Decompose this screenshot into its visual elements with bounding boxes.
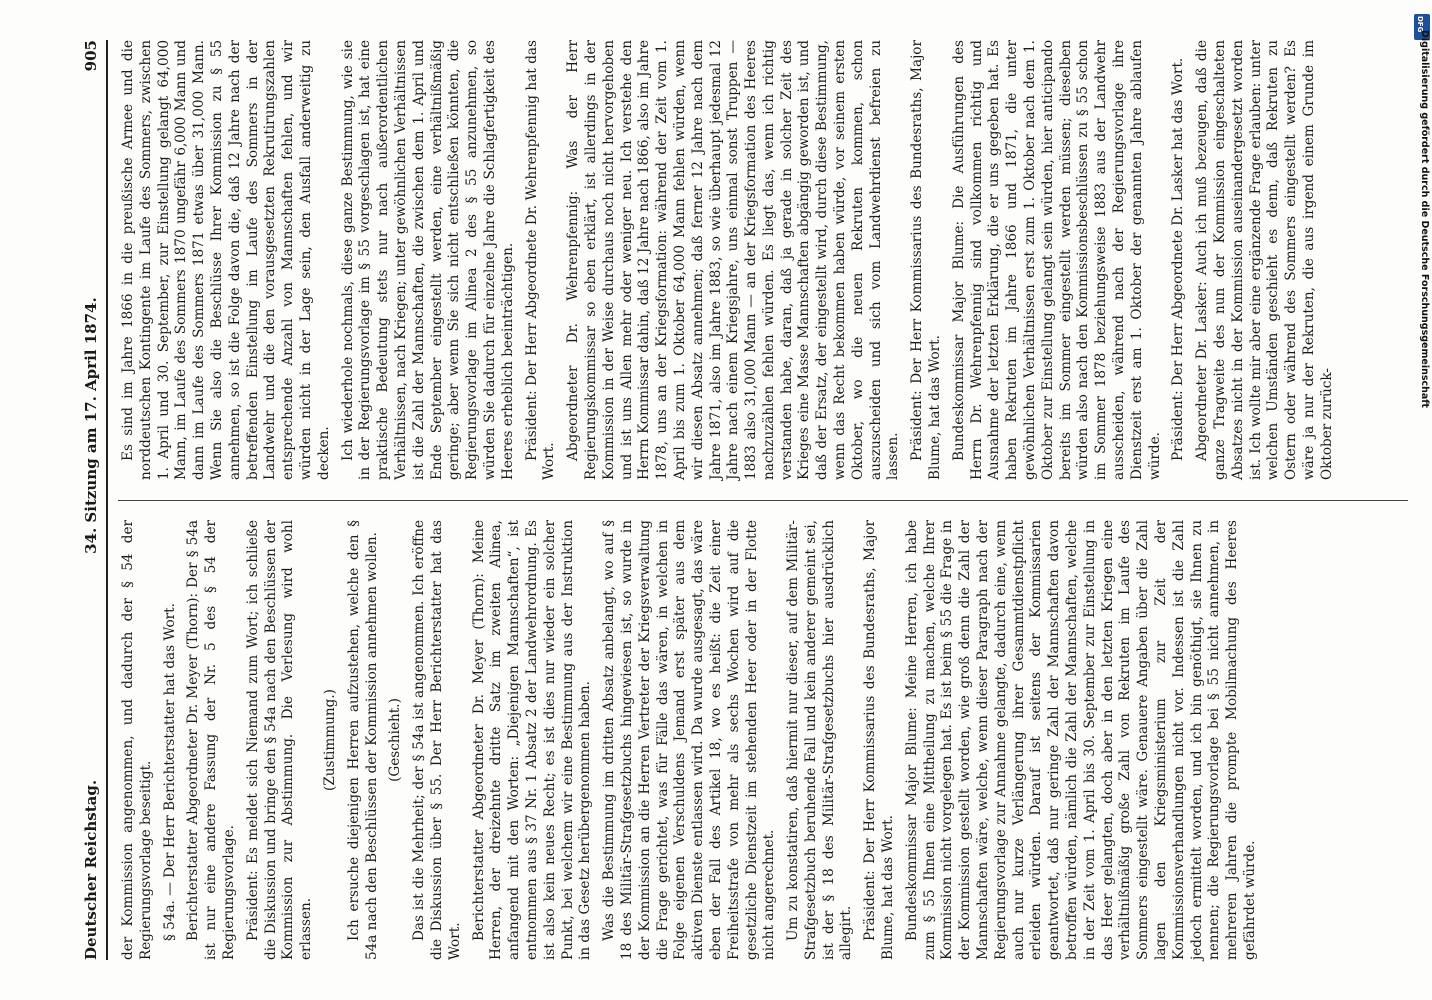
paragraph: Berichterstatter Abgeordneter Dr. Meyer (Thorn): Der § 54a ist nur eine andere Fassung der Nr. 5 des § 54 der Regierungsvorlage. (185, 520, 237, 960)
paragraph: Ich ersuche diejenigen Herren aufzustehen, welche den § 54a nach den Beschlüssen der Kommission annehmen wollen. (345, 520, 380, 960)
header-rule (106, 40, 108, 960)
dfg-logo-text: DFG (1416, 16, 1424, 33)
paragraph: Präsident: Der Herr Kommissarius des Bundesraths, Major Blume, hat das Wort. (862, 520, 897, 960)
paragraph: Abgeordneter Dr. Wehrenpfennig: Was der Herr Regierungskommissar so eben erklärt, ist allerdings in der Kommission in der Weise durchaus noch nicht hervorgehoben und ist uns Allen mehr oder weniger neu. Ich verstehe den Herrn Kommissar dahin, daß 12 Jahre nach 1866, also im Jahre 1878, uns an der Kriegsformation: während der Zeit vom 1. April bis zum 1. Oktober 64,000 Mann fehlen würden, wenn wir diesen Absatz annehmen; daß ferner 12 Jahre nach dem Jahre 1871, also im Jahre 1883, so wie überhaupt jedesmal 12 Jahre nach einem Kriegsjahre, uns einmal sonst Truppen — 1883 also 31,000 Mann — an der Kriegsformation des Heeres nachzuzählen fehlen würden. Es liegt das, wenn ich richtig verstanden habe, daran, daß ja gerade in solcher Zeit des Krieges eine Masse Mannschaften abgängig geworden ist, und daß der Ersatz, der eingestellt wird, durch diese Bestimmung, wenn das Recht bekommen haben würde, vor seinem ersten Oktober, wo die neuen Rekruten kommen, schon auszuscheiden und sich vom Landwehrdienst befreien zu lassen. (565, 40, 902, 480)
digitization-watermark (1418, 30, 1430, 970)
paragraph: Bundeskommissar Major Blume: Meine Herren, ich habe zum § 55 Ihnen eine Mittheilung zu machen, welche Ihrer Kommission nicht vorgelegen hat. Es ist beim § 55 die Frage in der Kommission gestellt worden, wie groß denn die Zahl der Mannschaften wäre, welche, wenn dieser Paragraph nach der Regierungsvorlage zur Annahme gelangte, dadurch eine, wenn auch nur kurze Verlängerung ihrer Gesammtdienstpflicht erleiden würden. Darauf ist seitens der Kommissarien geantwortet, daß nur geringe Zahl der Mannschaften davon betroffen würden, nämlich die Zahl der Mannschaften, welche in der Zeit vom 1. April bis 30. September zur Einstellung in das Heer gelangten, doch aber in den letzten Kriegen eine verhältnißmäßig große Zahl von Rekruten im Laufe des Sommers eingestellt wäre. Genauere Angaben über die Zahl lagen den Kriegsministerium zur Zeit der Kommissionsverhandlungen nicht vor. Indessen ist die Zahl jedoch ermittelt worden, und ich bin genöthigt, sie Ihnen zu nennen; die Regierungsvorlage bei § 55 nicht annehmen, in mehreren Jahren die prompte Mobilmachung des Heeres gefährdet würde. (903, 520, 1259, 960)
left-column (120, 520, 1410, 960)
paragraph: Um zu konstatiren, daß hiermit nur dieser, auf dem Militär-Strafgesetzbuch beruhende Fall und kein anderer gemeint sei, ist der § 18 des Militär-Strafgesetzbuchs hier ausdrücklich allegirt. (785, 520, 855, 960)
paragraph: Ich wiederhole nochmals, diese ganze Bestimmung, wie sie in der Regierungsvorlage im § 55 vorgeschlagen ist, hat eine praktische Bedeutung stets nur nach außerordentlichen Verhältnissen, nach Kriegen; unter gewöhnlichen Verhältnissen ist die Zahl der Mannschaften, die zwischen dem 1. April und Ende September eingestellt werden, eine verhältnißmäßig geringe; aber wenn Sie sich nicht entschließen könnten, die Regierungsvorlage im Alinea 2 des § 55 anzunehmen, so würden Sie dadurch für einzelne Jahre die Schlagfertigkeit des Heeres erheblich beeinträchtigen. (339, 40, 516, 480)
paragraph: Berichterstatter Abgeordneter Dr. Meyer (Thorn): Meine Herren, der dreizehnte dritte Satz im zweiten Alinea, anfangend mit den Worten: „Diejenigen Mannschaften“, ist entnommen aus § 37 Nr. 1 Absatz 2 der Landwehrordnung. Es ist also kein neues Recht; es ist dies nur wieder ein solcher Punkt, bei welchem wir eine Bestimmung aus der Instruktion in das Gesetz herübergenommen haben. (470, 520, 594, 960)
page-number: 905 (82, 40, 100, 72)
paragraph: Es sind im Jahre 1866 in die preußische Armee und die norddeutschen Kontingente im Laufe des Sommers, zwischen 1. April und 30. September, zur Einstellung gelangt 64,000 Mann, im Laufe des Sommers 1870 ungefähr 6,000 Mann und dann im Laufe des Sommers 1871 etwas über 31,000 Mann. Wenn Sie also die Beschlüsse Ihrer Kommission zu § 55 annehmen, so ist die Folge davon die, daß 12 Jahre nach der betreffenden Einstellung im Laufe des Sommers in der Landwehr und die den vorausgesetzten Rekrutirungszahlen entsprechende Anzahl von Mannschaften fehlen, und wir würden nicht in der Lage sein, den Ausfall anderweitig zu decken. (120, 40, 332, 480)
paragraph: § 54a. — Der Herr Berichterstatter hat das Wort. (161, 603, 178, 941)
watermark-text: Digitalisierung gefördert durch die Deutsche Forschungsgemeinschaft (1419, 30, 1430, 408)
column-divider (118, 500, 1408, 501)
paragraph: Bundeskommissar Major Blume: Die Ausführungen des Herrn Dr. Wehrenpfennig sind vollkommen richtig und Ausnahme der letzten Erklärung, die er uns gegeben hat. Es haben Rekruten im Jahre 1866 und 1871, die unter gewöhnlichen Verhältnissen erst zum 1. Oktober nach dem 1. Oktober zur Einstellung gelangt sein würden, hier anticipando bereits im Sommer eingestellt werden müssen; dieselben würden also nach den Kommissionsbeschlüssen zu § 55 schon im Sommer 1878 beziehungsweise 1883 aus der Landwehr ausscheiden, während nach der Regierungsvorlage ihre Dienstzeit erst am 1. Oktober der genannten Jahre ablaufen würde. (950, 40, 1163, 480)
session-title: 34. Sitzung am 17. April 1874. (82, 297, 100, 554)
stage-direction: (Geschieht.) (387, 698, 404, 782)
paragraph: Präsident: Der Herr Abgeordnete Dr. Lasker hat das Wort. (1170, 57, 1187, 461)
paragraph: Präsident: Der Herr Kommissarius des Bundesraths, Major Blume, hat das Wort. (909, 40, 944, 480)
journal-title: Deutscher Reichstag. (82, 779, 100, 960)
rotated-document (80, 40, 1420, 960)
stage-direction: (Zustimmung.) (321, 689, 338, 791)
paragraph: Das ist die Mehrheit; der § 54a ist angenommen. Ich eröffne die Diskussion über § 55. Der Herr Berichterstatter hat das Wort. (411, 520, 463, 960)
paragraph: Präsident: Es meldet sich Niemand zum Wort; ich schließe die Diskussion und bringe den § 54a nach den Beschlüssen der Kommission zur Abstimmung. Die Verlesung wird wohl erlassen. (244, 520, 315, 960)
paragraph: Präsident: Der Herr Abgeordnete Dr. Wehrenpfennig hat das Wort. (523, 40, 558, 480)
paragraph: Abgeordneter Dr. Lasker: Auch ich muß bezeugen, daß die ganze Tragweite des nun der Kommission eingeschalteten Absatzes nicht in der Kommission auseinandergesetzt worden ist. Ich wollte mir aber eine ergänzende Frage erlauben: unter welchen Umständen geschieht es denn, daß Rekruten zu Ostern oder während des Sommers eingestellt werden? Es wäre ja nur der Rekruten, die aus irgend einem Grunde im Oktober zurück- (1194, 40, 1335, 480)
paragraph: Was die Bestimmung im dritten Absatz anbelangt, wo auf § 18 des Militär-Strafgesetzbuchs hingewiesen ist, so wurde in der Kommission an die Herren Vertreter der Kriegsverwaltung die Frage gerichtet, was für Fälle das wären, in welchen in Folge eigenen Verschuldens Jemand erst später aus dem aktiven Dienste entlassen wird. Da wurde ausgesagt, das wäre eben der Fall des Artikel 18, wo es heißt: die Zeit einer Freiheitsstrafe von mehr als sechs Wochen wird auf die gesetzliche Dienstzeit im stehenden Heer oder in der Flotte nicht angerechnet. (601, 520, 778, 960)
right-column (120, 40, 1410, 480)
running-header (80, 40, 102, 960)
paragraph: der Kommission angenommen, und dadurch der § 54 der Regierungsvorlage beseitigt. (120, 520, 154, 960)
